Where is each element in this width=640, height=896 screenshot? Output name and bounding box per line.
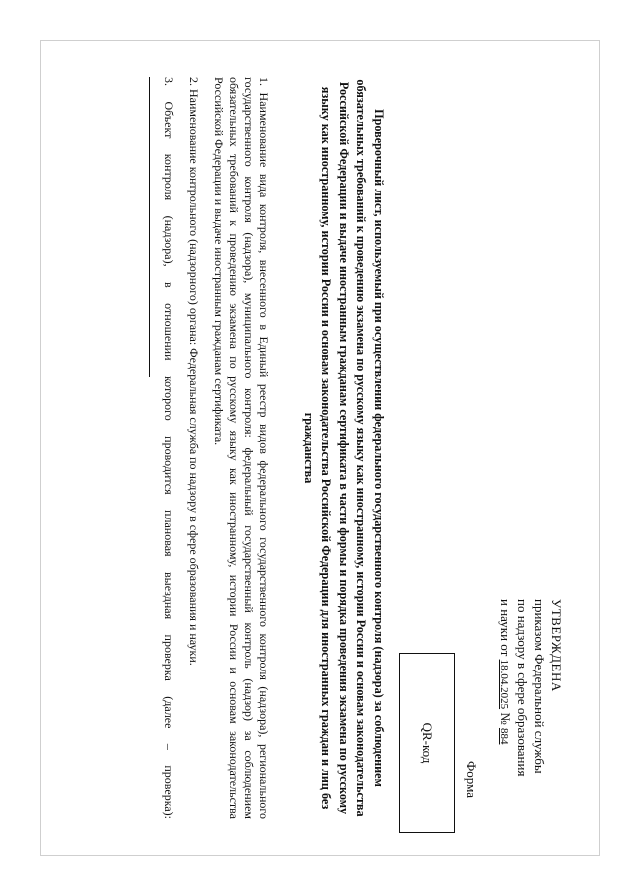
approval-number: 884 bbox=[498, 727, 510, 745]
approval-line-3-prefix: и науки от bbox=[498, 599, 513, 657]
form-label: Форма bbox=[464, 761, 479, 798]
item-2: 2. Наименование контрольного (надзорного) органа: Федеральная служба по надзору в сфере образования и науки. bbox=[187, 77, 201, 666]
approval-line-2: по надзору в сфере образования bbox=[515, 599, 530, 777]
document-body bbox=[135, 77, 271, 819]
approval-stamp bbox=[495, 599, 565, 829]
item-3-text: 3. Объект контроля (надзора), в отношении которого проводится плановая выездная проверка (далее – проверка): bbox=[162, 77, 176, 819]
approval-heading: УТВЕРЖДЕНА bbox=[549, 599, 564, 692]
approval-number-label: № bbox=[498, 712, 513, 725]
document-title: Проверочный лист, используемый при осуществлении федерального государственного контроля (надзора) за соблюдением обязательных требований к проведению экзамена по русскому языку как иностранному, истории России и основам законодательства Российской Федерации и выдаче иностранным гражданам сертификата в части формы и порядка проведения экзамена по русскому языку как иностранному, истории России и основам законодательства Российской Федерации для иностранных граждан и лиц без гражданства bbox=[302, 79, 386, 817]
rotated-content bbox=[41, 41, 601, 857]
item-1: 1. Наименование вида контроля, внесенного в Единый реестр видов федерального государственного контроля (надзора), регионального государственного контроля (надзора), муниципального контроля: федеральный государственный контроль (надзор) за соблюдением обязательных требований к проведению экзамена по русскому языку как иностранному, истории России и основам законодательства Российской Федерации и выдаче иностранным гражданам сертификата. bbox=[212, 77, 271, 819]
approval-line-1: приказом Федеральной службы bbox=[532, 599, 547, 774]
qr-code-label: QR-код bbox=[420, 722, 435, 764]
approval-date: 18.04.2025 bbox=[498, 659, 510, 710]
inspection-object-blank-line bbox=[149, 77, 161, 377]
approval-date-line bbox=[495, 599, 514, 829]
qr-code-box bbox=[399, 653, 455, 833]
document-page bbox=[40, 40, 600, 856]
item-3 bbox=[145, 77, 176, 819]
